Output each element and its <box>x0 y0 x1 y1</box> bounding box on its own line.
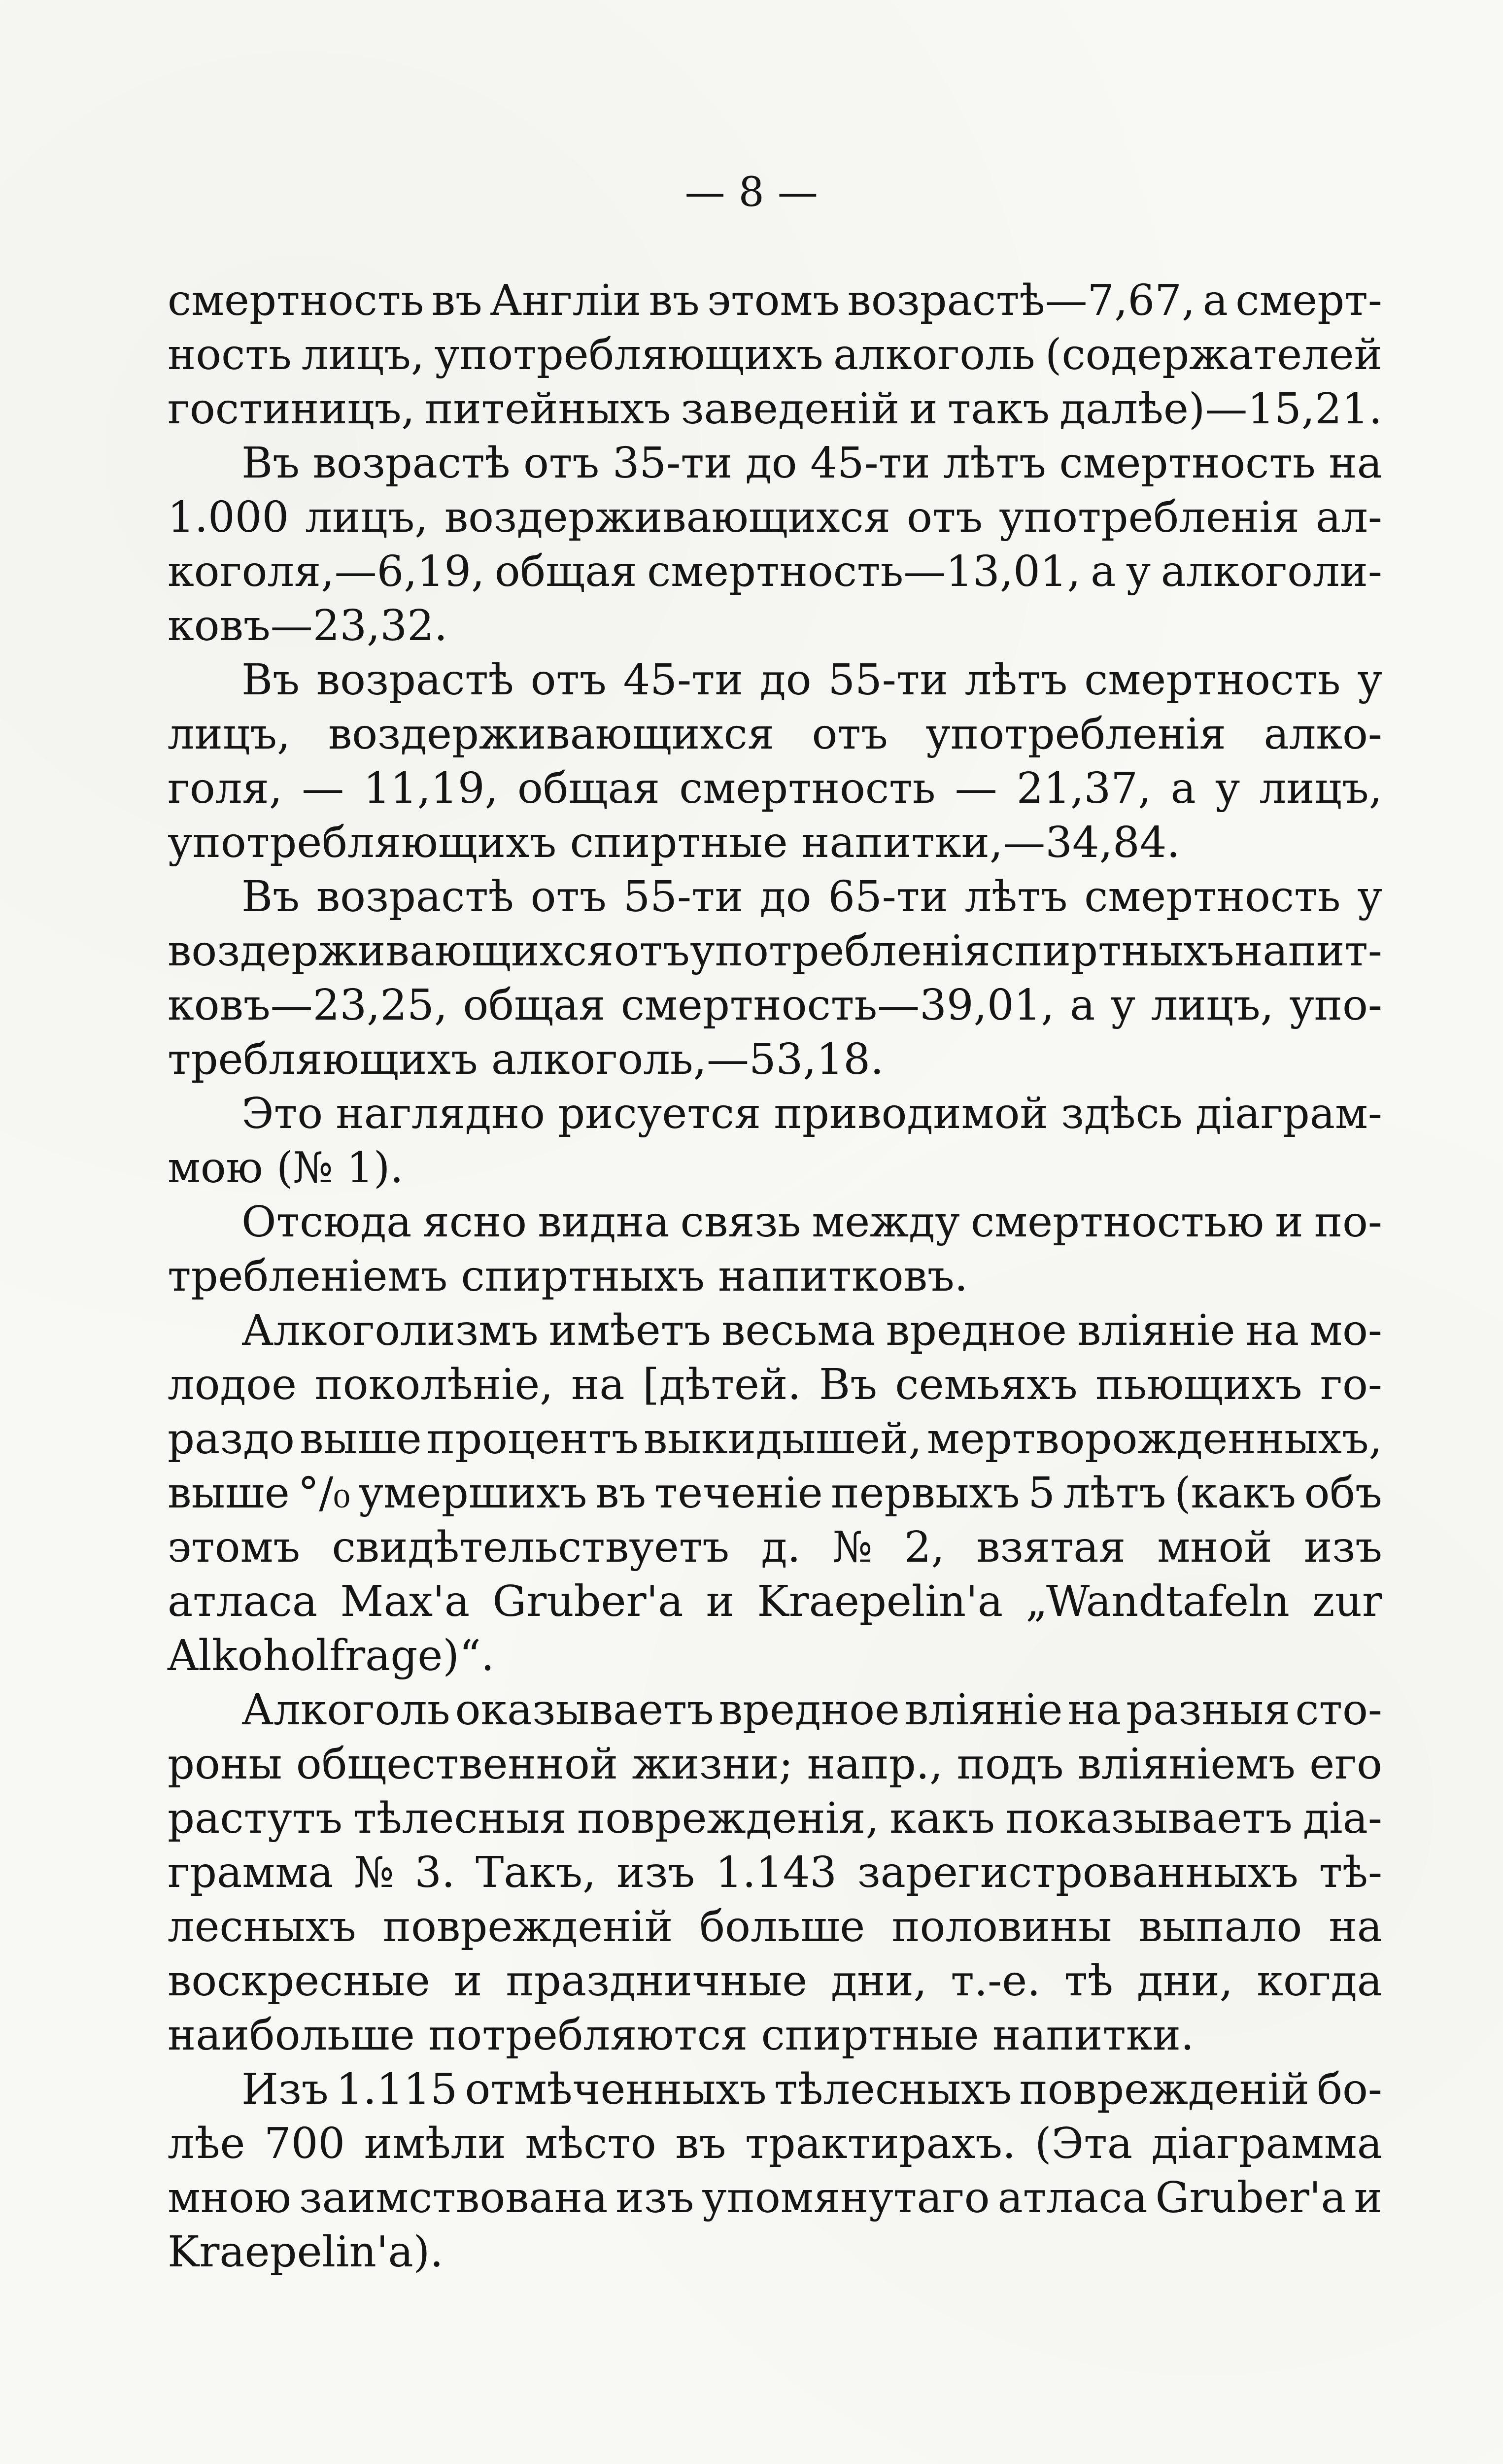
word: смертностью <box>971 1198 1264 1247</box>
word: изъ <box>616 1848 695 1897</box>
word: у <box>1357 655 1382 705</box>
word: на <box>571 1360 625 1409</box>
word: этомъ <box>168 1523 301 1572</box>
word: отъ <box>530 655 607 705</box>
word: подъ <box>956 1740 1064 1789</box>
word: Изъ <box>241 2065 329 2114</box>
word: отъ <box>812 710 888 759</box>
word: теченіе <box>654 1469 823 1518</box>
page-number: — 8 — <box>684 169 819 216</box>
word: имѣетъ <box>548 1306 711 1355</box>
word: ал- <box>1316 493 1382 542</box>
word: голя, <box>168 764 283 813</box>
word: 65-ти <box>828 872 948 922</box>
word: общественной <box>296 1740 618 1789</box>
text-line <box>168 1791 1382 1846</box>
word: № <box>832 1523 873 1572</box>
word: — <box>302 764 344 813</box>
word: заимствована <box>299 2173 608 2223</box>
text-line <box>168 1466 1382 1520</box>
word: діаграм- <box>1195 1089 1382 1138</box>
text-line <box>168 1358 1382 1412</box>
word: между <box>812 1198 960 1247</box>
word: тѣ- <box>1319 1848 1382 1897</box>
word: употребляющихъ <box>434 330 823 379</box>
word: выше <box>300 1414 422 1464</box>
word: до <box>759 655 812 705</box>
word: Алкоголь <box>241 1685 450 1735</box>
word: у <box>1126 547 1151 596</box>
word: вліяніе <box>1077 1306 1235 1355</box>
word: упо- <box>1289 981 1382 1030</box>
word: смертность—13,01, <box>647 547 1081 596</box>
word: лодое <box>168 1360 297 1409</box>
paragraph-last-line: наибольше потребляются спиртные напитки. <box>168 2011 1195 2060</box>
text-line <box>168 2171 1382 2225</box>
word: 2, <box>904 1523 945 1572</box>
paragraph-last-line: требляющихъ алкоголь,—53,18. <box>168 1035 884 1084</box>
word: атласа <box>997 2173 1148 2223</box>
word: и <box>706 1577 735 1626</box>
word: и <box>909 384 938 434</box>
word: показываетъ <box>1005 1794 1293 1843</box>
word: бо- <box>1317 2065 1382 2114</box>
word: смертность <box>679 764 936 813</box>
word: приводимой <box>774 1089 1048 1138</box>
word: общая <box>494 547 637 596</box>
word: лѣтъ <box>1063 1469 1166 1518</box>
word: имѣли <box>364 2119 506 2168</box>
text-line <box>168 1954 1382 2008</box>
word: жизни; <box>632 1740 793 1789</box>
text-line <box>168 274 1382 328</box>
word: го- <box>1320 1360 1382 1409</box>
word: дни, <box>831 1956 927 2006</box>
text-line <box>168 1520 1382 1574</box>
word: (содержателей <box>1045 330 1382 379</box>
word: воздерживающихся <box>168 926 614 976</box>
text-line <box>168 382 1382 436</box>
word: трактирахъ. <box>745 2119 1016 2168</box>
word: такъ <box>947 384 1050 434</box>
word: „Wandtafeln <box>1025 1577 1290 1626</box>
word: (Эта <box>1035 2119 1133 2168</box>
word: смертность <box>168 276 424 325</box>
text-line <box>168 1412 1382 1466</box>
word: лѣтъ <box>964 655 1068 705</box>
text-line <box>168 1846 1382 1900</box>
word: семьяхъ <box>895 1360 1078 1409</box>
word: д. <box>761 1523 801 1572</box>
word: возрастѣ—7,67, <box>847 276 1196 325</box>
word: смертность <box>1084 655 1341 705</box>
word: смертность <box>1059 439 1316 488</box>
word: отъ <box>530 872 607 922</box>
word: вредное <box>886 1306 1067 1355</box>
word: Въ <box>241 872 300 922</box>
text-line <box>168 924 1382 978</box>
word: атласа <box>168 1577 318 1626</box>
word: Въ <box>241 655 300 705</box>
word: лѣе <box>168 2119 245 2168</box>
word: общая <box>517 764 660 813</box>
word: воздерживающихся <box>328 710 775 759</box>
word: объ <box>1304 1469 1382 1518</box>
word: лицъ, <box>1151 981 1274 1030</box>
word: связь <box>680 1198 801 1247</box>
word: ковъ—23,25, <box>168 981 448 1030</box>
word: а <box>1170 764 1196 813</box>
word: далѣе)—15,21. <box>1059 384 1382 434</box>
word: лицъ, <box>301 330 425 379</box>
word: видна <box>538 1198 670 1247</box>
word: лицъ, <box>1259 764 1382 813</box>
text-line <box>168 761 1382 816</box>
word: лѣтъ <box>943 439 1046 488</box>
word: до <box>759 872 812 922</box>
word: 700 <box>264 2119 345 2168</box>
paragraph-first-line <box>168 1087 1382 1141</box>
word: 11,19, <box>363 764 498 813</box>
word: заведеній <box>681 384 900 434</box>
word: у <box>1357 872 1382 922</box>
word: до <box>745 439 797 488</box>
paragraph-first-line <box>168 1303 1382 1358</box>
word: весьма <box>721 1306 876 1355</box>
paragraph-first-line <box>168 2062 1382 2117</box>
word: роны <box>168 1740 282 1789</box>
word: Такъ, <box>476 1848 596 1897</box>
word: половины <box>891 1902 1112 1951</box>
word: 1.143 <box>715 1848 837 1897</box>
text-line <box>168 545 1382 599</box>
word: по- <box>1314 1198 1382 1247</box>
text-line <box>168 328 1382 382</box>
word: растутъ <box>168 1794 342 1843</box>
word: 5 <box>1028 1469 1055 1518</box>
paragraph-first-line <box>168 436 1382 490</box>
word: Англіи <box>490 276 642 325</box>
word: [дѣтей. <box>643 1360 801 1409</box>
word: раздо <box>168 1414 295 1464</box>
word: Gruber'a <box>492 1577 683 1626</box>
word: коголя,—6,19, <box>168 547 485 596</box>
word: тѣлесныя <box>353 1794 567 1843</box>
word: алко- <box>1264 710 1382 759</box>
word: взятая <box>976 1523 1126 1572</box>
word: смертность <box>1084 872 1341 922</box>
paragraph-first-line <box>168 653 1382 707</box>
word: поврежденій <box>1019 2065 1309 2114</box>
text-line <box>168 1900 1382 1954</box>
word: и <box>454 1956 482 2006</box>
word: свидѣтельствуетъ <box>332 1523 730 1572</box>
word: ясно <box>422 1198 527 1247</box>
word: у <box>1110 981 1136 1030</box>
word: гостиницъ, <box>168 384 415 434</box>
word: 45-ти <box>810 439 930 488</box>
word: отъ <box>614 926 690 976</box>
word: возрастѣ <box>312 439 511 488</box>
text-line <box>168 707 1382 761</box>
word: Max'a <box>340 1577 470 1626</box>
word: пьющихъ <box>1095 1360 1302 1409</box>
word: отъ <box>907 493 983 542</box>
word: Въ <box>241 439 300 488</box>
word: воздерживающихся <box>444 493 890 542</box>
word: лицъ, <box>168 710 291 759</box>
word: zur <box>1312 1577 1382 1626</box>
text-line <box>168 1574 1382 1629</box>
word: отмѣченныхъ <box>465 2065 767 2114</box>
word: лицъ, <box>305 493 428 542</box>
word: алкоголи- <box>1161 547 1382 596</box>
word: поколѣніе, <box>314 1360 553 1409</box>
word: № <box>354 1848 394 1897</box>
word: дни, <box>1137 1956 1233 2006</box>
word: больше <box>699 1902 865 1951</box>
paragraph-first-line <box>168 1195 1382 1249</box>
word: лесныхъ <box>168 1902 356 1951</box>
word: употребленія <box>690 926 991 976</box>
paragraph-last-line: употребляющихъ спиртные напитки,—34,84. <box>168 818 1180 867</box>
paragraph-last-line: Kraepelin'a). <box>168 2227 444 2277</box>
word: 35-ти <box>612 439 733 488</box>
word: Kraepelin'a <box>757 1577 1003 1626</box>
word: діаграмма <box>1151 2119 1382 2168</box>
word: мною <box>168 2173 291 2223</box>
word: Въ <box>819 1360 877 1409</box>
word: вліяніе <box>904 1685 1063 1735</box>
word: и <box>1354 2173 1382 2223</box>
word: а <box>1202 276 1228 325</box>
text-line <box>168 1737 1382 1791</box>
word: въ <box>431 276 482 325</box>
word: рисуется <box>558 1089 761 1138</box>
word: 55-ти <box>623 872 743 922</box>
word: наглядно <box>336 1089 545 1138</box>
word: выше <box>168 1469 290 1518</box>
word: на <box>1329 439 1382 488</box>
word: лѣтъ <box>964 872 1068 922</box>
word: какъ <box>889 1794 995 1843</box>
word: употребленія <box>925 710 1226 759</box>
word: поврежденій <box>382 1902 673 1951</box>
word: возрастѣ <box>316 655 514 705</box>
word: Алкоголизмъ <box>241 1306 539 1355</box>
word: мѣсто <box>525 2119 656 2168</box>
word: 3. <box>414 1848 455 1897</box>
word: выкидышей, <box>643 1414 922 1464</box>
paragraph-last-line: ковъ—23,32. <box>168 601 448 650</box>
word: разныя <box>1126 1685 1291 1735</box>
word: выпало <box>1138 1902 1302 1951</box>
word: поврежденія, <box>577 1794 879 1843</box>
word: и <box>1275 1198 1303 1247</box>
word: возрастѣ <box>316 872 514 922</box>
word: т.-е. <box>951 1956 1041 2006</box>
word: въ <box>595 1469 647 1518</box>
word: напит- <box>1234 926 1382 976</box>
word: когда <box>1257 1956 1382 2006</box>
word: общая <box>463 981 606 1030</box>
word: 55-ти <box>828 655 948 705</box>
word: спиртныхъ <box>991 926 1234 976</box>
word: мной <box>1157 1523 1272 1572</box>
word: Отсюда <box>241 1198 412 1247</box>
paragraph-last-line: требленіемъ спиртныхъ напитковъ. <box>168 1252 968 1301</box>
word: питейныхъ <box>425 384 671 434</box>
word: оказываетъ <box>455 1685 714 1735</box>
word: мо- <box>1309 1306 1382 1355</box>
text-line <box>168 978 1382 1032</box>
word: изъ <box>615 2173 694 2223</box>
word: изъ <box>1304 1523 1382 1572</box>
word: а <box>1091 547 1116 596</box>
word: Gruber'a <box>1155 2173 1346 2223</box>
word: 21,37, <box>1016 764 1152 813</box>
word: употребленія <box>999 493 1299 542</box>
word: мертворожденныхъ, <box>926 1414 1382 1464</box>
page-body-text <box>168 274 1382 2279</box>
word: на <box>1329 1902 1382 1951</box>
word: въ <box>675 2119 726 2168</box>
word: грамма <box>168 1848 334 1897</box>
word: процентъ <box>426 1414 639 1464</box>
word: воскресные <box>168 1956 430 2006</box>
paragraph-first-line <box>168 1683 1382 1737</box>
word: 45-ти <box>623 655 743 705</box>
word: на <box>1245 1306 1299 1355</box>
word: а <box>1070 981 1095 1030</box>
word: ность <box>168 330 292 379</box>
word: — <box>955 764 997 813</box>
word: Это <box>241 1089 323 1138</box>
paragraph-last-line: мою (№ 1). <box>168 1143 404 1193</box>
word: этомъ <box>707 276 840 325</box>
word: вліяніемъ <box>1077 1740 1296 1789</box>
word: смертность—39,01, <box>620 981 1055 1030</box>
word: на <box>1067 1685 1122 1735</box>
word: (какъ <box>1174 1469 1296 1518</box>
word: тѣлесныхъ <box>774 2065 1012 2114</box>
word: умершихъ <box>358 1469 587 1518</box>
word: въ <box>649 276 700 325</box>
word: упомянутаго <box>702 2173 990 2223</box>
word: первыхъ <box>831 1469 1020 1518</box>
text-line <box>168 2117 1382 2171</box>
word: °/₀ <box>298 1469 350 1518</box>
paragraph-first-line <box>168 870 1382 924</box>
word: 1.115 <box>336 2065 458 2114</box>
word: сто- <box>1295 1685 1382 1735</box>
word: отъ <box>523 439 600 488</box>
word: алкоголь <box>833 330 1035 379</box>
word: праздничные <box>506 1956 808 2006</box>
word: здѣсь <box>1060 1089 1183 1138</box>
paragraph-last-line: Alkoholfrage)“. <box>168 1631 495 1680</box>
word: смерт- <box>1235 276 1382 325</box>
word: діа- <box>1303 1794 1382 1843</box>
word: тѣ <box>1064 1956 1114 2006</box>
word: вредное <box>718 1685 900 1735</box>
word: напр., <box>807 1740 943 1789</box>
word: его <box>1309 1740 1382 1789</box>
word: у <box>1215 764 1240 813</box>
word: 1.000 <box>168 493 289 542</box>
text-line <box>168 490 1382 545</box>
word: зарегистрованныхъ <box>857 1848 1298 1897</box>
